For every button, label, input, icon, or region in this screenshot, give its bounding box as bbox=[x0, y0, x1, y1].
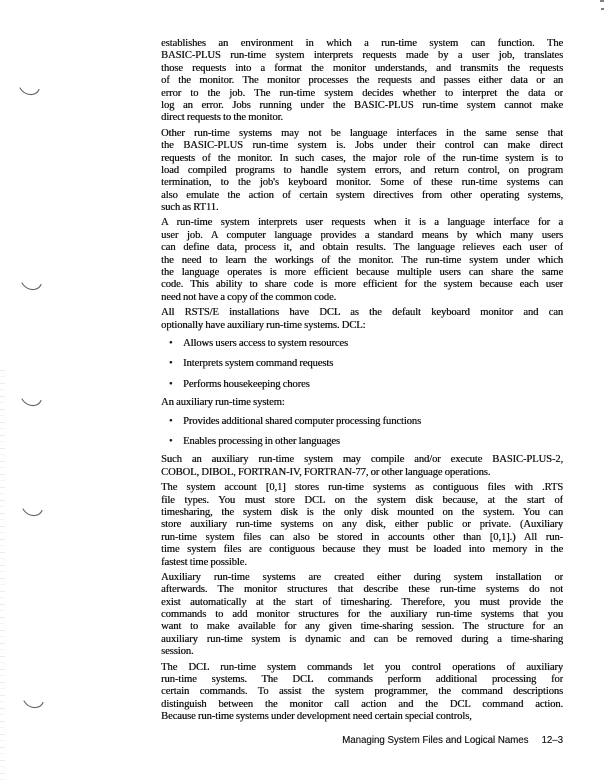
text-line: An auxiliary run-time system: bbox=[161, 397, 285, 409]
paragraph bbox=[161, 397, 563, 409]
page-footer bbox=[161, 735, 563, 746]
text-line: commands to add monitor structures for the auxiliary run-time systems that you bbox=[161, 609, 563, 621]
paragraph bbox=[161, 572, 563, 659]
pen-mark-icon bbox=[21, 397, 42, 407]
page-number: 12–3 bbox=[541, 735, 563, 746]
scan-edge-artifact bbox=[0, 370, 5, 783]
paragraph bbox=[161, 38, 563, 125]
text-line: All RSTS/E installations have DCL as the default keyboard monitor and can bbox=[161, 307, 563, 319]
text-line: The system account [0,1] stores run-time systems as contiguous files with .RTS bbox=[161, 482, 563, 494]
bullet-item bbox=[161, 416, 563, 428]
text-line: Auxiliary run-time systems are created either during system installation or bbox=[161, 571, 563, 583]
bullet-text: Performs housekeeping chores bbox=[183, 378, 310, 390]
pen-mark-icon bbox=[22, 507, 43, 517]
text-line: file types. You must store DCL on the system disk because, at the start of bbox=[161, 494, 563, 506]
paragraph bbox=[161, 217, 563, 304]
text-line: distinguish between the monitor call action and the DCL command action. bbox=[161, 698, 563, 710]
paragraph bbox=[161, 307, 563, 332]
text-line: direct requests to the monitor. bbox=[161, 112, 283, 124]
text-line: such as RT11. bbox=[161, 202, 219, 214]
bullet-item bbox=[161, 358, 563, 370]
text-line: timesharing, the system disk is the only disk mounted on the system. You can bbox=[161, 506, 563, 518]
text-line: user job. A computer language provides a standard means by which many users bbox=[161, 229, 563, 241]
text-line: run-time system files can also be stored in accounts other than [0,1].) All run- bbox=[161, 531, 563, 543]
bullet-item bbox=[161, 379, 563, 391]
pen-mark-icon bbox=[21, 281, 42, 291]
text-line: want to make available for any given time-sharing session. The structure for an bbox=[161, 621, 563, 633]
text-line: Other run-time systems may not be language interfaces in the same sense that bbox=[161, 127, 563, 139]
text-line: also emulate the action of certain system directives from other operating systems, bbox=[161, 189, 563, 201]
text-line: store auxiliary run-time systems on any disk, either public or private. (Auxiliary bbox=[161, 519, 563, 531]
text-line: termination, to the job's keyboard monitor. Some of these run-time systems can bbox=[161, 177, 563, 189]
text-line: can define data, process it, and obtain results. The language relieves each user of bbox=[161, 242, 563, 254]
text-line: afterwards. The monitor structures that describe these run-time systems do not bbox=[161, 584, 563, 596]
pen-mark-icon bbox=[23, 699, 44, 709]
page-body bbox=[161, 38, 563, 724]
running-title: Managing System Files and Logical Names bbox=[342, 735, 529, 746]
text-line: the language operates is more efficient because multiple users can share the same bbox=[161, 267, 563, 279]
text-line: establishes an environment in which a run-time system can function. The bbox=[161, 38, 563, 49]
text-line: COBOL, DIBOL, FORTRAN-IV, FORTRAN-77, or other language operations. bbox=[161, 466, 491, 478]
text-line: of the monitor. The monitor processes the requests and passes either data or an bbox=[161, 75, 563, 87]
text-line: the BASIC-PLUS run-time system is. Jobs under their control can make direct bbox=[161, 140, 563, 152]
paragraph bbox=[161, 128, 563, 215]
text-line: A run-time system interprets user requests when it is a language interface for a bbox=[161, 217, 563, 229]
bullet-icon: • bbox=[169, 337, 173, 349]
text-line: run-time systems. The DCL commands perform additional processing for bbox=[161, 674, 563, 686]
text-line: exist automatically at the start of timesharing. Therefore, you must provide the bbox=[161, 596, 563, 608]
scan-corner-artifact bbox=[600, 0, 604, 2]
bullet-icon: • bbox=[169, 415, 173, 427]
paragraph bbox=[161, 454, 563, 479]
text-line: requests of the monitor. In such cases, the major role of the run-time system is to bbox=[161, 152, 563, 164]
bullet-text: Provides additional shared computer processing functions bbox=[183, 415, 421, 427]
text-line: the need to learn the workings of the monitor. The run-time system under which bbox=[161, 254, 563, 266]
text-line: code. This ability to share code is more efficient for the system because each user bbox=[161, 279, 563, 291]
bullet-list bbox=[161, 416, 563, 449]
text-line: BASIC-PLUS run-time system interprets requests made by a user job, translates bbox=[161, 50, 563, 62]
text-line: those requests into a format the monitor understands, and transmits the requests bbox=[161, 62, 563, 74]
text-line: time system files are contiguous because they must be loaded into memory in the bbox=[161, 544, 563, 556]
paragraph bbox=[161, 662, 563, 724]
bullet-list bbox=[161, 338, 563, 391]
text-line: The DCL run-time system commands let you control operations of auxiliary bbox=[161, 661, 563, 673]
bullet-icon: • bbox=[169, 378, 173, 390]
bullet-item bbox=[161, 436, 563, 448]
bullet-text: Enables processing in other languages bbox=[183, 436, 340, 447]
text-line: certain commands. To assist the system programmer, the command descriptions bbox=[161, 686, 563, 698]
bullet-text: Allows users access to system resources bbox=[183, 337, 348, 349]
bullet-item bbox=[161, 338, 563, 350]
bullet-text: Interprets system command requests bbox=[183, 358, 334, 370]
text-line: load compiled programs to handle system errors, and return control, on program bbox=[161, 164, 563, 176]
bullet-icon: • bbox=[169, 436, 173, 447]
text-line: Such an auxiliary run-time system may compile and/or execute BASIC-PLUS-2, bbox=[161, 454, 563, 466]
text-line: session. bbox=[161, 646, 194, 658]
text-line: Because run-time systems under development need certain special controls, bbox=[161, 711, 472, 723]
pen-mark-icon bbox=[19, 86, 40, 96]
text-line: fastest time possible. bbox=[161, 556, 247, 568]
text-line: log an error. Jobs running under the BASIC-PLUS run-time system cannot make bbox=[161, 99, 563, 111]
text-line: error to the job. The run-time system decides whether to interpret the data or bbox=[161, 87, 563, 99]
text-line: auxiliary run-time system is dynamic and can be removed during a time-sharing bbox=[161, 633, 563, 645]
text-line: need not have a copy of the common code. bbox=[161, 291, 337, 303]
text-line: optionally have auxiliary run-time systems. DCL: bbox=[161, 319, 366, 331]
bullet-icon: • bbox=[169, 358, 173, 370]
paragraph bbox=[161, 482, 563, 569]
